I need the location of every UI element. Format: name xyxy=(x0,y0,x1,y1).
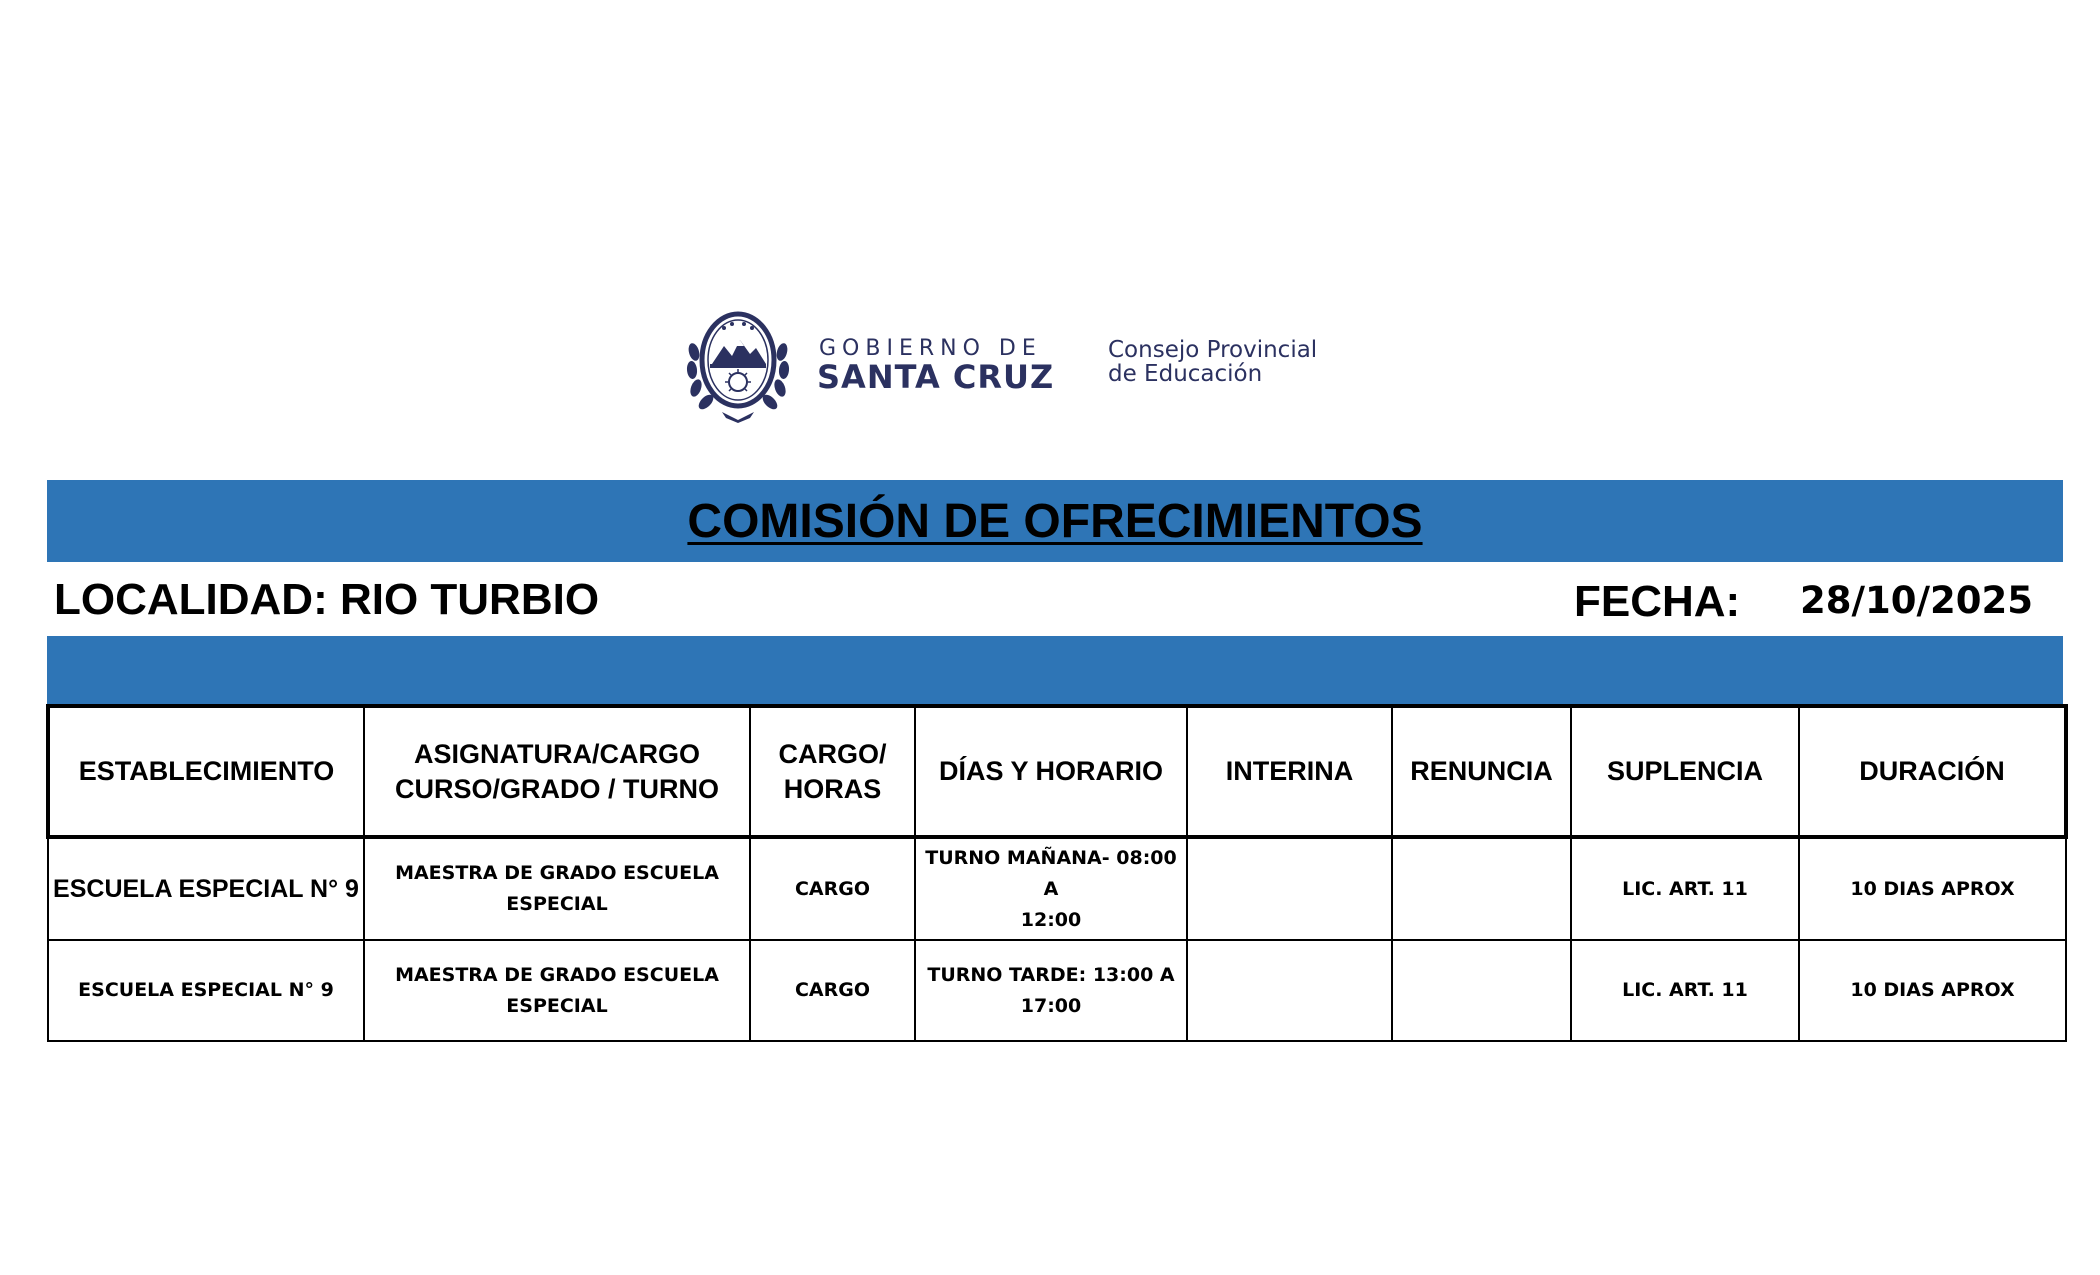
cell-suplencia: LIC. ART. 11 xyxy=(1571,940,1799,1041)
blue-band xyxy=(47,636,2063,704)
cell-asignatura-line1: MAESTRA DE GRADO ESCUELA xyxy=(395,963,719,986)
col-header-asignatura-line1: ASIGNATURA/CARGO xyxy=(414,738,700,769)
gov-name-line2: SANTA CRUZ xyxy=(817,358,1055,396)
table-row xyxy=(48,940,2066,1041)
header-logo xyxy=(684,302,1344,424)
table-header-row xyxy=(48,706,2066,837)
fecha-value: 28/10/2025 xyxy=(1800,579,2033,622)
cell-asignatura-line2: ESPECIAL xyxy=(506,994,608,1017)
consejo-name xyxy=(1108,338,1317,386)
cell-dias-line1: TURNO MAÑANA- 08:00 A xyxy=(925,846,1177,900)
col-header-establecimiento: ESTABLECIMIENTO xyxy=(48,706,364,837)
location-date-row xyxy=(47,562,2063,636)
cell-suplencia: LIC. ART. 11 xyxy=(1571,837,1799,940)
offers-table xyxy=(46,704,2068,1042)
cell-asignatura-line1: MAESTRA DE GRADO ESCUELA xyxy=(395,862,719,884)
title-band xyxy=(47,480,2063,562)
cell-dias-line2: 17:00 xyxy=(1020,994,1082,1017)
col-header-cargo xyxy=(750,706,915,837)
cell-establecimiento: ESCUELA ESPECIAL N° 9 xyxy=(48,940,364,1041)
col-header-duracion: DURACIÓN xyxy=(1799,706,2066,837)
cell-cargo: CARGO xyxy=(750,940,915,1041)
cell-dias-line2: 12:00 xyxy=(1020,908,1082,931)
cell-asignatura xyxy=(364,837,750,940)
cell-dias-line1: TURNO TARDE: 13:00 A xyxy=(927,963,1175,986)
col-header-asignatura xyxy=(364,706,750,837)
cell-dias xyxy=(915,940,1187,1041)
cell-establecimiento: ESCUELA ESPECIAL N° 9 xyxy=(48,837,364,940)
cell-renuncia xyxy=(1392,940,1571,1041)
localidad-label: LOCALIDAD: RIO TURBIO xyxy=(54,575,600,624)
cell-interina xyxy=(1187,940,1392,1041)
col-header-interina: INTERINA xyxy=(1187,706,1392,837)
cell-duracion: 10 DIAS APROX xyxy=(1799,837,2066,940)
col-header-asignatura-line2: CURSO/GRADO / TURNO xyxy=(395,773,719,804)
santa-cruz-crest-icon xyxy=(684,302,792,424)
page-title: COMISIÓN DE OFRECIMIENTOS xyxy=(687,494,1423,548)
cell-asignatura xyxy=(364,940,750,1041)
col-header-suplencia: SUPLENCIA xyxy=(1571,706,1799,837)
col-header-cargo-line2: HORAS xyxy=(783,773,882,804)
table-row xyxy=(48,837,2066,940)
cell-interina xyxy=(1187,837,1392,940)
col-header-renuncia: RENUNCIA xyxy=(1392,706,1571,837)
consejo-line2: de Educación xyxy=(1108,361,1263,387)
cell-dias xyxy=(915,837,1187,940)
cell-duracion: 10 DIAS APROX xyxy=(1799,940,2066,1041)
cell-cargo: CARGO xyxy=(750,837,915,940)
consejo-line1: Consejo Provincial xyxy=(1108,337,1318,363)
gov-name-line1: GOBIERNO DE xyxy=(819,336,1042,361)
cell-asignatura-line2: ESPECIAL xyxy=(506,893,608,915)
cell-renuncia xyxy=(1392,837,1571,940)
col-header-dias: DÍAS Y HORARIO xyxy=(915,706,1187,837)
col-header-cargo-line1: CARGO/ xyxy=(778,738,887,769)
fecha-label: FECHA: xyxy=(1574,577,1741,626)
